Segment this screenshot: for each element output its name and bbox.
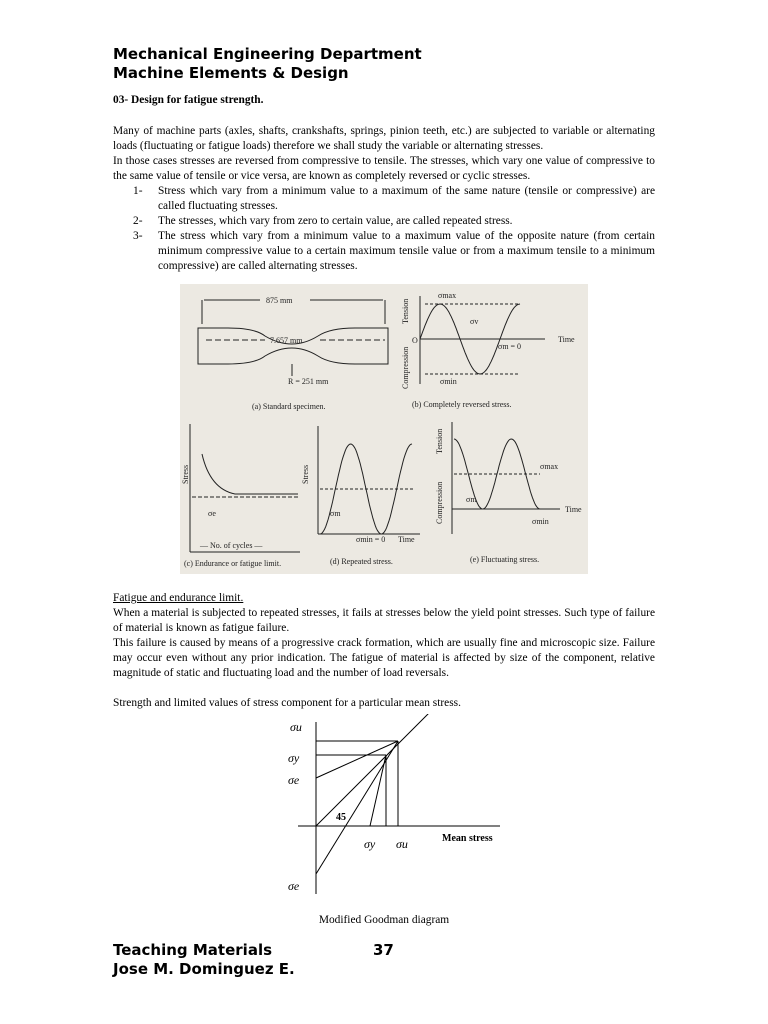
- caption-d: (d) Repeated stress.: [330, 557, 393, 566]
- list-number: 3-: [133, 230, 143, 242]
- smin-label: σmin: [440, 377, 457, 386]
- intro-paragraph-2: In those cases stresses are reversed from compressive to tensile. The stresses, which vary one value of compressive to the same value of tensile or vice versa, are known as completely reversed or cyclic stresses.: [113, 155, 655, 182]
- smax-label: σmax: [438, 291, 457, 300]
- smin0-label: σmin = 0: [356, 535, 386, 544]
- cycles-label: — No. of cycles —: [200, 541, 263, 550]
- stress-label: Stress: [181, 464, 190, 484]
- section-title: 03- Design for fatigue strength.: [113, 94, 264, 106]
- sy-axis-label: σy: [364, 837, 376, 851]
- fatigue-paragraph-2: This failure is caused by means of a progressive crack formation, which are usually fine and microscopic size. Failure may occur even without any prior indication. The fatigue of material is affected by size of the component, relative magnitude of static and fluctuating load and the number of load reversals.: [113, 637, 655, 679]
- su-label: σu: [290, 720, 302, 734]
- footer-author: Jose M. Dominguez E.: [113, 960, 295, 978]
- caption-e: (e) Fluctuating stress.: [470, 555, 540, 564]
- compression-label-e: Compression: [435, 481, 444, 524]
- origin-label: O: [412, 336, 418, 345]
- strength-paragraph: Strength and limited values of stress component for a particular mean stress.: [113, 697, 461, 709]
- se-neg-label: σe: [288, 879, 300, 893]
- time-label-d: Time: [398, 535, 415, 544]
- endurance-curve: [202, 454, 298, 494]
- time-label: Time: [558, 335, 575, 344]
- specimen-shape: [198, 328, 388, 364]
- sy-label: σy: [288, 751, 300, 765]
- list-text: Stress which vary from a minimum value to a maximum of the same nature (tensile or compressive) are called fluctuating stresses.: [158, 185, 655, 212]
- smin-label-e: σmin: [532, 517, 549, 526]
- list-text: The stresses, which vary from zero to certain value, are called repeated stress.: [158, 215, 513, 227]
- fatigue-heading: Fatigue and endurance limit.: [113, 592, 244, 604]
- list-text: The stress which vary from a minimum value to a maximum value of the opposite nature (from certain minimum compressive value to a certain maximum tensile value or from a maximum tensile to a minimum compressive) are called alternating stresses.: [158, 230, 655, 272]
- stress-diagrams-svg: [180, 284, 588, 574]
- sm-label-e: σm: [466, 495, 477, 504]
- se-label: σe: [208, 509, 216, 518]
- radius-label: R = 251 mm: [288, 377, 329, 386]
- course-title: Machine Elements & Design: [113, 64, 349, 82]
- angle-label: 45: [336, 812, 346, 823]
- se-label: σe: [288, 773, 300, 787]
- department-title: Mechanical Engineering Department: [113, 45, 422, 63]
- compression-label: Compression: [401, 346, 410, 389]
- sm0-label: σm = 0: [498, 342, 522, 351]
- footer-materials: Teaching Materials: [113, 941, 273, 959]
- dim-top-label: 875 mm: [266, 296, 293, 305]
- goodman-caption: Modified Goodman diagram: [318, 914, 450, 926]
- list-number: 2-: [133, 215, 143, 227]
- stress-figure: [180, 284, 588, 574]
- list-item: [133, 184, 655, 214]
- caption-a: (a) Standard specimen.: [252, 402, 326, 411]
- dim-mid-label: 7.657 mm: [270, 336, 303, 345]
- goodman-diagram: [280, 714, 510, 904]
- su-axis-label: σu: [396, 837, 408, 851]
- list-number: 1-: [133, 185, 143, 197]
- time-label-e: Time: [565, 505, 582, 514]
- intro-paragraph: Many of machine parts (axles, shafts, crankshafts, springs, pinion teeth, etc.) are subjected to variable or alternating loads (fluctuating or fatigue loads) therefore we shall study the variable or alternating stresses.: [113, 125, 655, 152]
- caption-c: (c) Endurance or fatigue limit.: [184, 559, 282, 568]
- mean-stress-label: Mean stress: [442, 833, 493, 844]
- sm-label-d: σm: [330, 509, 341, 518]
- list-item: [133, 229, 655, 274]
- tension-label: Tension: [401, 298, 410, 324]
- stress-label-d: Stress: [301, 464, 310, 484]
- tension-label-e: Tension: [435, 428, 444, 454]
- page-number: 37: [373, 941, 394, 959]
- smax-label-e: σmax: [540, 462, 559, 471]
- sv-label: σv: [470, 317, 479, 326]
- caption-b: (b) Completely reversed stress.: [412, 400, 512, 409]
- goodman-svg: [280, 714, 510, 904]
- fatigue-paragraph-1: When a material is subjected to repeated stresses, it fails at stresses below the yield point stresses. Such type of failure of material is known as fatigue failure.: [113, 607, 655, 634]
- list-item: [133, 214, 655, 229]
- yield-line: [370, 755, 386, 826]
